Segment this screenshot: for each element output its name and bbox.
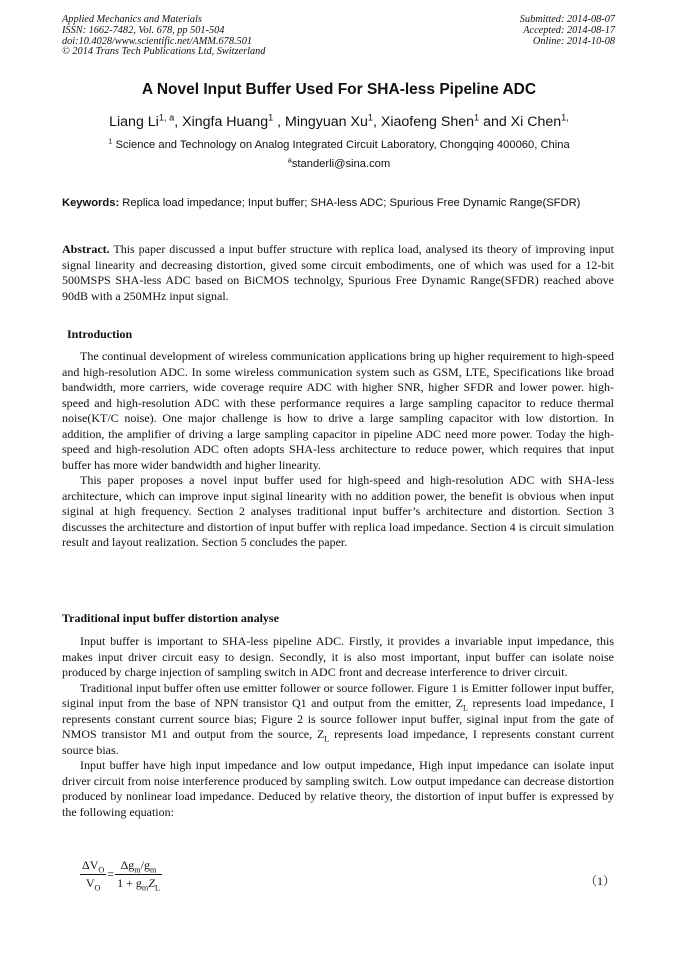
email-mark: a (287, 155, 292, 165)
online-date: Online: 2014-10-08 (532, 35, 615, 47)
section-heading-traditional: Traditional input buffer distortion analyse (62, 611, 279, 625)
author-affil-mark: 1 (473, 112, 480, 123)
eq-subscript: O (94, 883, 101, 893)
equals-sign: = (107, 867, 115, 881)
equation-1 (80, 858, 162, 891)
eq-term: 1 + g (117, 876, 142, 890)
eq-subscript: m (134, 865, 141, 875)
paragraph: Input buffer is important to SHA-less pipeline ADC. Firstly, it provides a invariable input impedance, this makes input driver circuit easy to design. Secondly, it is also most important, input buffer can isolate noise produced by charge injection of sampling switch in ADC front and decrease interference to driver circuit. (62, 634, 614, 679)
author-email (0, 155, 678, 170)
eq-subscript: m (150, 865, 157, 875)
equation-rhs-denominator (115, 875, 162, 891)
eq-slash: / (140, 858, 144, 872)
paragraph-text: Traditional input buffer often use emitter follower or source follower. Figure 1 is Emitter follower input buffer, siginal input from the base of NPN transistor Q1 and output from the emitter, Z (62, 680, 614, 710)
affiliation-mark: 1 (108, 136, 113, 146)
submitted-date: Submitted: 2014-08-07 (519, 14, 615, 25)
eq-term: ΔV (82, 858, 99, 872)
author-affil-mark: 1 (367, 112, 374, 123)
author-affil-mark: 1, a (158, 112, 175, 123)
keywords-text: Replica load impedance; Input buffer; SHA-less ADC; Spurious Free Dynamic Range(SFDR) (119, 197, 581, 209)
author-affil-mark: 1, (561, 112, 569, 123)
eq-subscript: m (141, 883, 149, 893)
affiliation (0, 136, 678, 151)
eq-subscript: L (154, 883, 160, 893)
abstract (62, 242, 614, 304)
traditional-body (62, 634, 614, 820)
equation-lhs-fraction (80, 858, 106, 891)
equation-rhs-fraction (115, 858, 162, 891)
author-name: Liang Li (109, 114, 159, 130)
eq-term: Δg (120, 858, 135, 872)
paragraph (62, 681, 614, 759)
author-affil-mark: 1 (268, 112, 274, 123)
keywords (62, 196, 614, 211)
paper-title: A Novel Input Buffer Used For SHA-less Pipeline ADC (141, 81, 537, 98)
equation-lhs-denominator (80, 875, 106, 891)
keywords-label: Keywords: (62, 197, 120, 209)
journal-doi: doi:10.4028/www.scientific.net/AMM.678.501 (62, 35, 252, 47)
equation-number: （1） (585, 874, 616, 888)
journal-header-left (62, 15, 265, 58)
paragraph: The continual development of wireless communication applications bring up higher requirement to high-speed and high-resolution ADC. In some wireless communication system such as GSM, LTE, Specifications like broad bandwidth, more carriers, wide coverage require ADC with higher SNR, higher SFDR and lower power. high-speed and high-resolution ADC with these performance requires a large sampling capacitor to reduce thermal noise(KT/C noise). One major challenge is how to drive a large sampling capacitor with low distortion. In addition, the amplifier of driving a large sampling capacitor in pipeline ADC need more power. Today the high-speed and high-resolution ADC often adopts SHA-less architecture to reduce power, which requires that input buffer has more wider bandwidth and higher linearity. (62, 349, 614, 472)
abstract-text: This paper discussed a input buffer structure with replica load, analysed its theory of improving input signal linearity and decreasing distortion, gived some circuit embodiments, one of which was used for a 12-bit 500MSPS SHA-less ADC based on BiCMOS technolgy, Spurious Free Dynamic Range(SFDR) reached above 90dB with a 250MHz input signal. (62, 242, 614, 303)
journal-copyright: © 2014 Trans Tech Publications Ltd, Switzerland (62, 46, 266, 58)
accepted-date: Accepted: 2014-08-17 (523, 24, 615, 36)
paragraph-text: represents load impedance, I represents constant current source bias; Figure 2 is source follower input buffer, siginal input from the gate of NMOS transistor M1 and output from the source, Z (62, 696, 614, 741)
paragraph-text: represents load impedance, I represents constant current source bias. (62, 727, 614, 757)
abstract-label: Abstract. (62, 242, 110, 256)
equation-rhs-numerator (115, 858, 162, 875)
eq-term: Z (148, 876, 155, 890)
eq-term: V (85, 876, 95, 890)
journal-name: Applied Mechanics and Materials (62, 14, 202, 25)
equation-lhs-numerator (80, 858, 106, 875)
introduction-body (62, 349, 614, 551)
eq-subscript: O (98, 865, 105, 875)
paragraph: Input buffer have high input impedance and low output impedance, High input impedance can isolate input driver circuit from noise interference produced by sampling switch. Low output impedance can decrease distortion produced by nonlinear load impedance. Deduced by relative theory, the distortion of input buffer is expressed by the following equation: (62, 758, 614, 819)
journal-header-right (520, 15, 615, 47)
email-address: standerli@sina.com (291, 158, 391, 170)
author-name: and Xi Chen (479, 114, 562, 130)
author-name: , Xingfa Huang (174, 114, 269, 130)
paragraph: This paper proposes a novel input buffer used for high-speed and high-resolution ADC with SHA-less architecture, which can improve input siginal linearity with no addition power, the benefit is obvious when input siginal at high frequency. Section 2 analyses traditional input buffer’s architecture and distortion. Section 3 discusses the architecture and distortion of input buffer with replica load impedance. Section 4 is circuit simulation result and layout realization. Section 5 concludes the paper. (62, 473, 614, 549)
section-heading-introduction: Introduction (67, 327, 133, 341)
affiliation-text: Science and Technology on Analog Integrated Circuit Laboratory, Chongqing 400060, China (112, 139, 570, 151)
author-name: , Mingyuan Xu (273, 114, 368, 130)
author-name: , Xiaofeng Shen (373, 114, 474, 130)
author-list (0, 114, 678, 130)
journal-issn: ISSN: 1662-7482, Vol. 678, pp 501-504 (62, 24, 225, 36)
subscript: L (463, 703, 469, 713)
subscript: L (324, 734, 330, 744)
eq-term: g (144, 858, 150, 872)
